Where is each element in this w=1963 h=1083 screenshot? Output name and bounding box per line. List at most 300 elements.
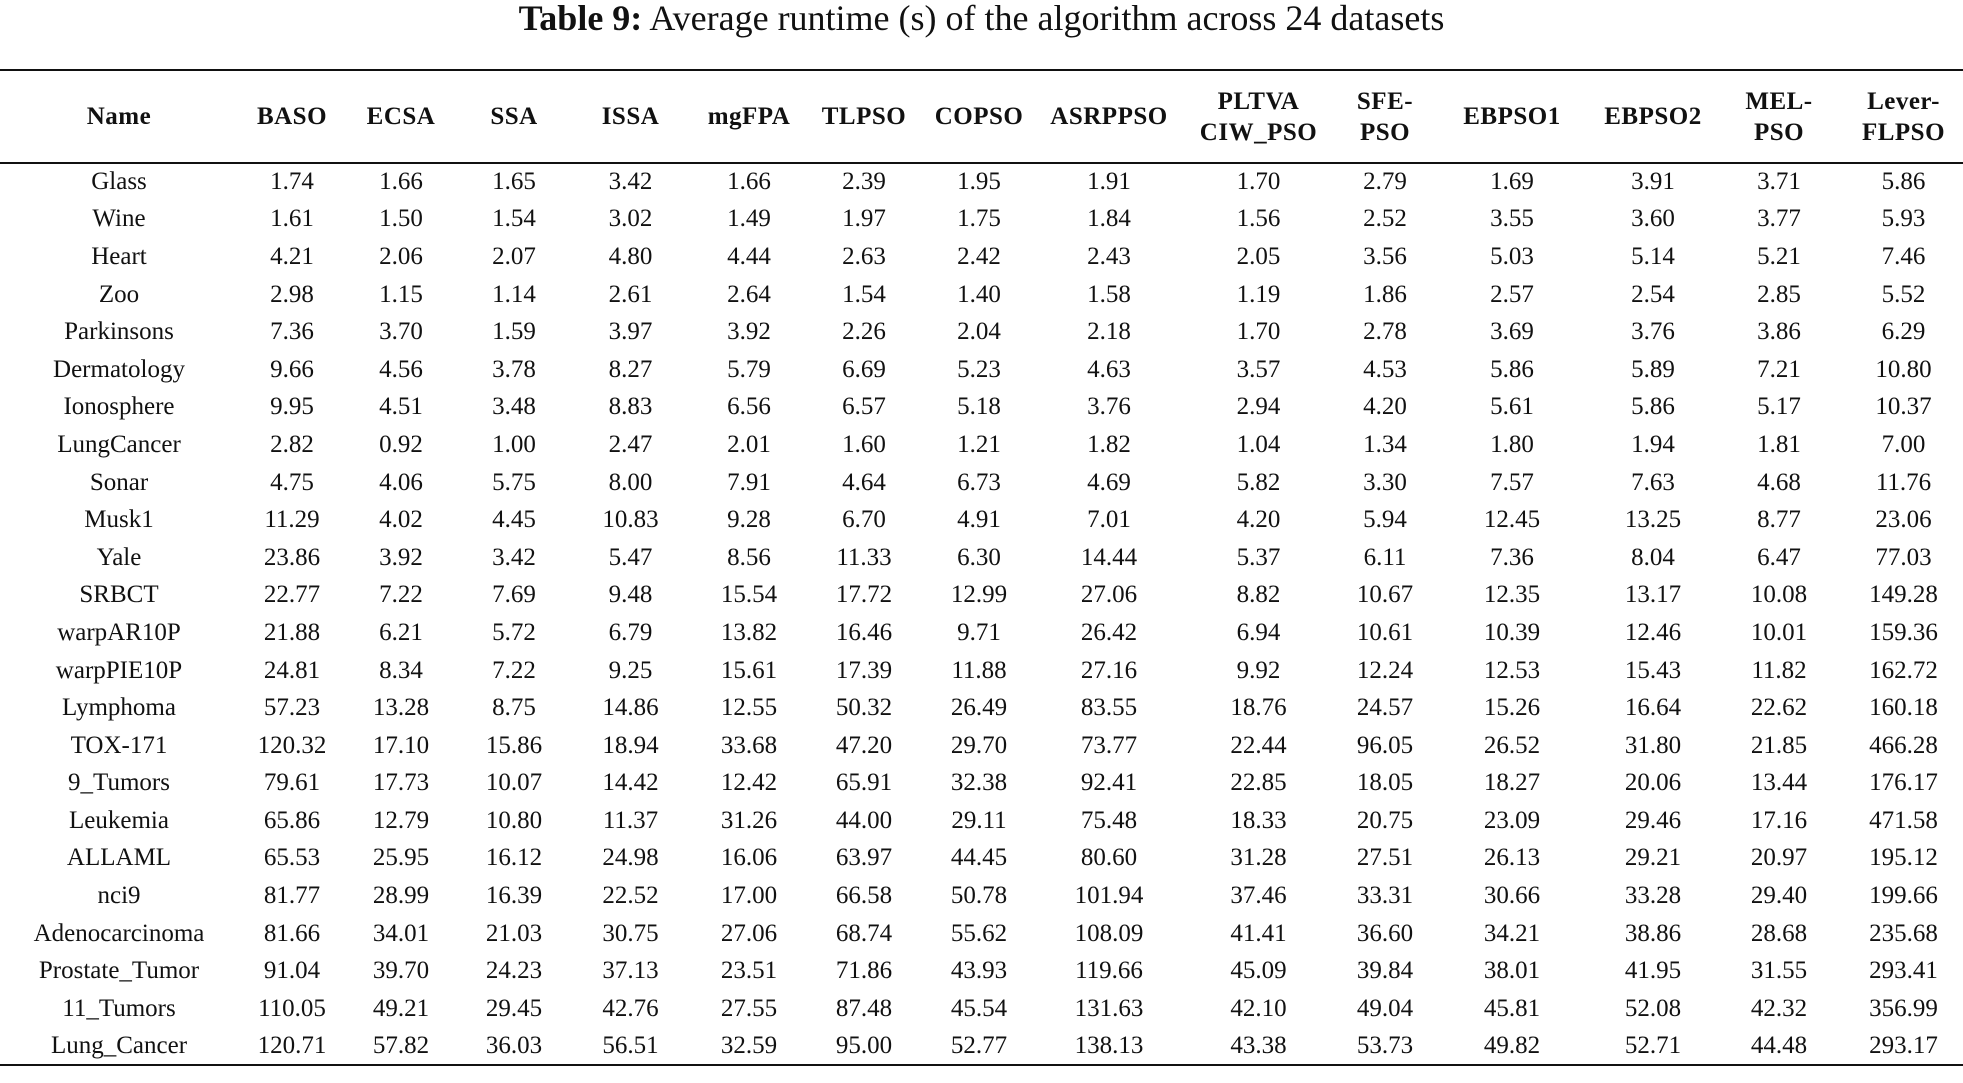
table-row [0,877,1963,915]
dataset-name-cell: Parkinsons [64,318,174,346]
column-header: ISSA [601,103,660,130]
runtime-cell: 293.41 [1869,957,1938,985]
runtime-cell: 29.21 [1624,844,1682,872]
runtime-cell: 13.25 [1624,506,1682,534]
runtime-cell: 57.82 [372,1031,430,1059]
runtime-cell: 1.60 [842,430,886,458]
runtime-cell: 1.34 [1363,430,1407,458]
dataset-name-cell: Heart [91,242,147,270]
runtime-cell: 10.01 [1750,618,1808,646]
caption-text: Average runtime (s) of the algorithm across 24 datasets [649,0,1445,38]
column-header: SSA [490,103,538,130]
runtime-cell: 7.22 [492,656,536,684]
runtime-cell: 27.55 [720,994,778,1022]
runtime-cell: 5.18 [957,393,1001,421]
runtime-cell: 52.71 [1624,1031,1682,1059]
runtime-cell: 16.06 [720,844,778,872]
runtime-cell: 1.54 [492,205,536,233]
runtime-cell: 17.73 [372,769,430,797]
runtime-cell: 12.45 [1483,506,1541,534]
runtime-cell: 30.75 [602,919,659,947]
runtime-cell: 22.77 [263,581,321,609]
runtime-cell: 42.76 [602,994,659,1022]
table-row [0,840,1963,878]
runtime-cell: 2.61 [608,280,653,308]
dataset-name-cell: 9_Tumors [68,769,170,797]
runtime-cell: 68.74 [835,919,893,947]
runtime-cell: 7.21 [1757,355,1801,383]
runtime-cell: 5.72 [492,618,536,646]
table-row [0,426,1963,464]
runtime-cell: 41.41 [1230,919,1287,947]
column-header: SFE- PSO [1356,87,1414,146]
runtime-cell: 1.66 [727,168,771,196]
runtime-cell: 29.40 [1750,882,1808,910]
runtime-cell: 2.94 [1236,393,1281,421]
runtime-cell: 15.86 [485,731,543,759]
table-row [0,990,1963,1028]
column-header: mgFPA [707,103,791,130]
runtime-cell: 17.10 [372,731,430,759]
runtime-cell: 4.91 [957,506,1001,534]
runtime-cell: 49.04 [1356,994,1414,1022]
runtime-cell: 2.47 [608,430,653,458]
runtime-cell: 12.46 [1624,618,1682,646]
runtime-cell: 21.03 [485,919,543,947]
runtime-cell: 7.63 [1631,468,1675,496]
runtime-cell: 5.52 [1881,280,1926,308]
runtime-cell: 160.18 [1869,694,1938,722]
runtime-cell: 1.69 [1490,168,1534,196]
runtime-cell: 5.23 [957,355,1001,383]
runtime-cell: 24.81 [263,656,321,684]
runtime-cell: 43.38 [1230,1031,1287,1059]
runtime-cell: 17.72 [835,581,893,609]
runtime-cell: 4.02 [379,506,423,534]
runtime-cell: 39.84 [1356,957,1414,985]
runtime-cell: 5.79 [727,355,771,383]
runtime-cell: 38.86 [1624,919,1682,947]
runtime-cell: 3.71 [1757,168,1801,196]
runtime-cell: 1.70 [1236,168,1281,196]
runtime-cell: 9.66 [270,355,314,383]
runtime-cell: 33.31 [1356,882,1414,910]
runtime-cell: 2.98 [270,280,314,308]
runtime-cell: 4.06 [379,468,423,496]
runtime-cell: 47.20 [835,731,893,759]
runtime-cell: 26.52 [1483,731,1541,759]
runtime-cell: 4.45 [492,506,536,534]
runtime-cell: 81.66 [263,919,321,947]
runtime-cell: 5.47 [608,543,653,571]
runtime-cell: 12.55 [720,694,778,722]
runtime-cell: 4.80 [608,242,653,270]
runtime-cell: 120.32 [257,731,327,759]
runtime-cell: 1.14 [492,280,536,308]
runtime-cell: 9.95 [270,393,314,421]
runtime-cell: 37.13 [602,957,659,985]
runtime-cell: 3.42 [608,168,653,196]
runtime-cell: 20.75 [1356,806,1414,834]
runtime-cell: 32.59 [720,1031,778,1059]
runtime-cell: 11.76 [1875,468,1932,496]
runtime-cell: 1.82 [1087,430,1131,458]
column-header: Lever- FLPSO [1861,87,1946,146]
runtime-cell: 15.61 [720,656,778,684]
runtime-cell: 34.01 [372,919,430,947]
table-row [0,727,1963,765]
table-row [0,501,1963,539]
column-header: Name [86,103,152,130]
runtime-cell: 8.75 [492,694,536,722]
runtime-cell: 73.77 [1080,731,1138,759]
runtime-cell: 2.18 [1087,318,1131,346]
runtime-cell: 4.44 [727,242,771,270]
runtime-cell: 2.54 [1631,280,1675,308]
runtime-cell: 6.79 [608,618,653,646]
runtime-cell: 120.71 [257,1031,327,1059]
column-header: EBPSO2 [1604,103,1702,130]
runtime-cell: 45.54 [950,994,1008,1022]
runtime-cell: 4.53 [1363,355,1407,383]
runtime-cell: 36.03 [485,1031,543,1059]
runtime-cell: 30.66 [1483,882,1541,910]
runtime-cell: 1.86 [1363,280,1407,308]
runtime-cell: 7.36 [1490,543,1534,571]
runtime-cell: 15.43 [1624,656,1682,684]
runtime-cell: 27.06 [1080,581,1138,609]
runtime-cell: 4.63 [1087,355,1131,383]
header-row [0,70,1963,163]
runtime-cell: 11.37 [602,806,659,834]
runtime-cell: 9.71 [957,618,1001,646]
runtime-cell: 21.88 [263,618,321,646]
runtime-cell: 75.48 [1080,806,1138,834]
runtime-cell: 10.39 [1483,618,1541,646]
runtime-cell: 49.82 [1483,1031,1541,1059]
runtime-cell: 7.69 [492,581,536,609]
runtime-cell: 31.28 [1230,844,1287,872]
runtime-cell: 5.82 [1236,468,1281,496]
runtime-cell: 4.56 [379,355,423,383]
runtime-cell: 3.91 [1631,168,1675,196]
runtime-cell: 149.28 [1869,581,1938,609]
runtime-cell: 23.86 [263,543,321,571]
table-row [0,1028,1963,1066]
runtime-cell: 3.30 [1363,468,1407,496]
table-header [0,70,1963,163]
runtime-cell: 162.72 [1869,656,1938,684]
runtime-cell: 1.21 [957,430,1001,458]
runtime-cell: 10.08 [1750,581,1808,609]
runtime-cell: 131.63 [1074,994,1144,1022]
runtime-cell: 195.12 [1869,844,1938,872]
runtime-cell: 15.54 [720,581,778,609]
runtime-cell: 23.06 [1875,506,1932,534]
runtime-cell: 14.42 [602,769,659,797]
runtime-cell: 29.45 [485,994,543,1022]
table-row [0,577,1963,615]
runtime-cell: 2.79 [1363,168,1407,196]
runtime-cell: 12.79 [372,806,430,834]
runtime-cell: 32.38 [950,769,1008,797]
runtime-cell: 1.04 [1236,430,1281,458]
runtime-cell: 7.46 [1881,242,1926,270]
runtime-cell: 65.53 [263,844,321,872]
runtime-cell: 2.05 [1236,242,1281,270]
runtime-cell: 5.14 [1631,242,1675,270]
runtime-cell: 159.36 [1869,618,1938,646]
runtime-cell: 4.68 [1757,468,1801,496]
runtime-cell: 87.48 [835,994,893,1022]
runtime-cell: 18.05 [1356,769,1414,797]
runtime-cell: 77.03 [1875,543,1932,571]
runtime-cell: 2.01 [727,430,771,458]
runtime-cell: 20.97 [1750,844,1808,872]
runtime-cell: 45.09 [1230,957,1287,985]
runtime-cell: 56.51 [602,1031,659,1059]
runtime-cell: 6.11 [1363,543,1407,571]
runtime-table [0,69,1963,1066]
runtime-cell: 4.20 [1363,393,1407,421]
runtime-cell: 31.26 [720,806,778,834]
runtime-cell: 50.32 [835,694,893,722]
runtime-cell: 3.60 [1631,205,1675,233]
runtime-cell: 71.86 [835,957,893,985]
runtime-cell: 3.69 [1490,318,1534,346]
runtime-cell: 10.67 [1356,581,1414,609]
runtime-cell: 18.33 [1230,806,1287,834]
runtime-cell: 31.55 [1750,957,1808,985]
runtime-cell: 9.48 [608,581,653,609]
runtime-cell: 5.89 [1631,355,1675,383]
runtime-cell: 293.17 [1869,1031,1938,1059]
runtime-cell: 39.70 [372,957,430,985]
runtime-cell: 50.78 [950,882,1008,910]
runtime-cell: 16.12 [485,844,543,872]
runtime-cell: 7.91 [727,468,771,496]
dataset-name-cell: Adenocarcinoma [33,919,205,947]
dataset-name-cell: Yale [96,543,142,571]
column-header: PLTVA CIW_PSO [1199,87,1318,146]
runtime-cell: 2.42 [957,242,1001,270]
runtime-cell: 1.74 [270,168,314,196]
runtime-cell: 18.94 [602,731,659,759]
runtime-cell: 26.42 [1080,618,1138,646]
runtime-cell: 3.02 [608,205,653,233]
runtime-cell: 1.81 [1757,430,1801,458]
column-header: MEL- PSO [1745,87,1813,146]
runtime-cell: 8.34 [379,656,423,684]
runtime-cell: 1.15 [379,280,423,308]
dataset-name-cell: Sonar [89,468,149,496]
runtime-cell: 6.69 [842,355,886,383]
runtime-cell: 3.55 [1490,205,1534,233]
runtime-cell: 18.76 [1230,694,1287,722]
runtime-cell: 2.64 [727,280,771,308]
runtime-cell: 1.59 [492,318,536,346]
runtime-cell: 0.92 [379,430,423,458]
table-row [0,614,1963,652]
runtime-cell: 7.01 [1087,506,1131,534]
table-row [0,389,1963,427]
runtime-cell: 22.52 [602,882,659,910]
runtime-cell: 5.75 [492,468,536,496]
runtime-cell: 42.10 [1230,994,1287,1022]
runtime-cell: 45.81 [1483,994,1541,1022]
runtime-cell: 27.06 [720,919,778,947]
dataset-name-cell: warpAR10P [57,618,181,646]
runtime-cell: 4.64 [842,468,886,496]
runtime-cell: 2.52 [1363,205,1407,233]
runtime-cell: 34.21 [1483,919,1541,947]
runtime-cell: 41.95 [1624,957,1682,985]
runtime-cell: 471.58 [1869,806,1938,834]
runtime-cell: 7.22 [379,581,423,609]
runtime-cell: 13.17 [1624,581,1682,609]
table-row [0,802,1963,840]
runtime-cell: 83.55 [1080,694,1138,722]
runtime-cell: 3.77 [1757,205,1801,233]
runtime-cell: 6.47 [1757,543,1801,571]
runtime-cell: 2.43 [1087,242,1131,270]
table-row [0,201,1963,239]
runtime-cell: 6.94 [1236,618,1281,646]
table-row [0,539,1963,577]
runtime-cell: 4.69 [1087,468,1131,496]
runtime-cell: 8.00 [608,468,653,496]
runtime-cell: 12.24 [1356,656,1414,684]
runtime-cell: 7.00 [1881,430,1926,458]
column-header: EBPSO1 [1463,103,1561,130]
runtime-cell: 110.05 [258,994,326,1022]
runtime-cell: 3.92 [379,543,423,571]
runtime-cell: 1.97 [842,205,886,233]
table-row [0,276,1963,314]
runtime-cell: 9.28 [727,506,771,534]
runtime-cell: 16.64 [1624,694,1682,722]
runtime-cell: 24.57 [1356,694,1414,722]
runtime-cell: 14.44 [1080,543,1138,571]
runtime-cell: 55.62 [950,919,1008,947]
runtime-cell: 6.56 [727,393,771,421]
runtime-cell: 1.66 [379,168,423,196]
runtime-cell: 356.99 [1869,994,1938,1022]
runtime-cell: 31.80 [1624,731,1682,759]
runtime-cell: 33.28 [1624,882,1682,910]
table-row [0,464,1963,502]
runtime-cell: 101.94 [1074,882,1144,910]
runtime-cell: 91.04 [263,957,321,985]
runtime-cell: 8.27 [608,355,653,383]
dataset-name-cell: Musk1 [84,506,154,534]
runtime-cell: 3.97 [608,318,653,346]
dataset-name-cell: Prostate_Tumor [38,957,200,985]
runtime-cell: 1.61 [270,205,314,233]
runtime-cell: 52.08 [1624,994,1682,1022]
runtime-cell: 20.06 [1624,769,1682,797]
runtime-cell: 5.21 [1757,242,1801,270]
runtime-cell: 26.13 [1483,844,1541,872]
runtime-cell: 22.44 [1230,731,1287,759]
runtime-cell: 52.77 [950,1031,1008,1059]
runtime-cell: 2.07 [492,242,536,270]
runtime-cell: 24.98 [602,844,659,872]
runtime-cell: 65.91 [835,769,893,797]
dataset-name-cell: Wine [92,205,146,233]
runtime-cell: 33.68 [720,731,778,759]
runtime-cell: 92.41 [1080,769,1138,797]
dataset-name-cell: 11_Tumors [62,994,176,1022]
table-row [0,351,1963,389]
runtime-cell: 1.91 [1087,168,1131,196]
runtime-cell: 95.00 [835,1031,893,1059]
runtime-cell: 3.70 [379,318,423,346]
runtime-cell: 11.33 [836,543,892,571]
runtime-cell: 108.09 [1074,919,1144,947]
runtime-cell: 3.76 [1631,318,1675,346]
runtime-cell: 5.17 [1757,393,1801,421]
runtime-cell: 10.80 [1875,355,1932,383]
runtime-cell: 44.00 [835,806,893,834]
runtime-cell: 5.86 [1881,168,1926,196]
table-caption [0,0,1963,36]
runtime-cell: 2.82 [270,430,314,458]
dataset-name-cell: Dermatology [53,355,185,383]
runtime-cell: 23.09 [1483,806,1541,834]
runtime-cell: 12.35 [1483,581,1541,609]
runtime-cell: 17.39 [835,656,893,684]
runtime-cell: 2.04 [957,318,1001,346]
runtime-cell: 29.11 [951,806,1007,834]
runtime-cell: 4.75 [270,468,314,496]
dataset-name-cell: LungCancer [57,430,181,458]
runtime-cell: 43.93 [950,957,1008,985]
dataset-name-cell: SRBCT [79,581,159,609]
runtime-cell: 5.93 [1881,205,1926,233]
runtime-cell: 1.80 [1490,430,1534,458]
runtime-cell: 66.58 [835,882,893,910]
runtime-cell: 1.56 [1236,205,1281,233]
runtime-cell: 14.86 [602,694,659,722]
dataset-name-cell: nci9 [97,882,141,910]
table-row [0,915,1963,953]
runtime-cell: 5.03 [1490,242,1534,270]
runtime-cell: 27.51 [1356,844,1414,872]
runtime-cell: 1.40 [957,280,1001,308]
runtime-cell: 2.78 [1363,318,1407,346]
runtime-cell: 28.68 [1750,919,1808,947]
runtime-cell: 26.49 [950,694,1008,722]
runtime-cell: 6.70 [842,506,886,534]
runtime-cell: 199.66 [1869,882,1938,910]
runtime-cell: 17.00 [720,882,778,910]
dataset-name-cell: Lung_Cancer [50,1031,188,1059]
runtime-cell: 7.57 [1490,468,1534,496]
runtime-cell: 57.23 [263,694,321,722]
runtime-cell: 5.86 [1631,393,1675,421]
runtime-cell: 10.07 [485,769,543,797]
column-header: BASO [256,103,328,130]
runtime-cell: 13.44 [1750,769,1808,797]
runtime-cell: 11.82 [1751,656,1807,684]
runtime-cell: 4.21 [270,242,314,270]
dataset-name-cell: TOX-171 [70,731,168,759]
runtime-cell: 15.26 [1483,694,1541,722]
runtime-cell: 28.99 [372,882,430,910]
runtime-cell: 16.39 [485,882,543,910]
runtime-cell: 22.62 [1750,694,1808,722]
